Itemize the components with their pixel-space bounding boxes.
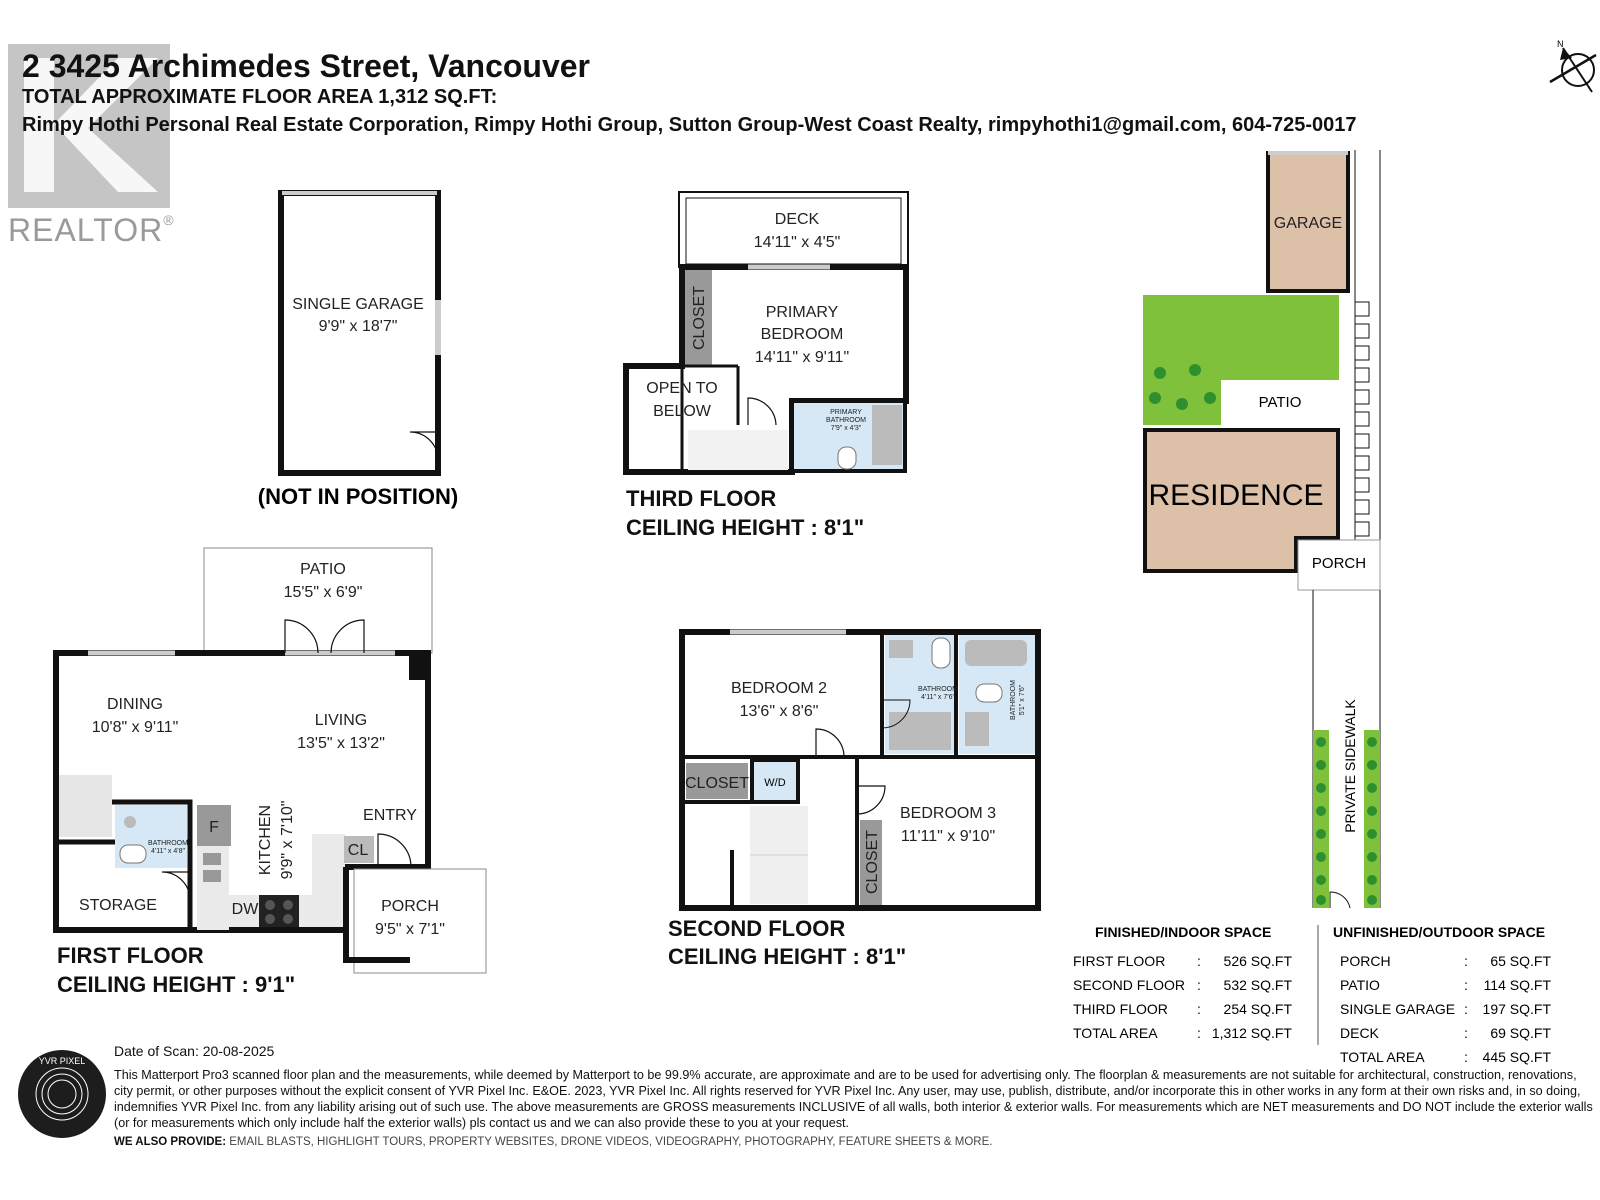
unfinished-area-table bbox=[1333, 924, 1551, 1065]
second-floor-plan bbox=[668, 632, 1038, 969]
second-closet1-label: CLOSET bbox=[684, 775, 750, 792]
second-bath1-dims: 4'11" x 7'6" bbox=[921, 694, 955, 701]
open-below-label-2: BELOW bbox=[653, 403, 711, 420]
bedroom3-label: BEDROOM 3 bbox=[899, 805, 997, 822]
porch-dims: 9'5" x 7'1" bbox=[375, 921, 445, 938]
svg-text::: : bbox=[1464, 1049, 1468, 1065]
garage-room-label: SINGLE GARAGE bbox=[292, 296, 424, 313]
svg-text::: : bbox=[1464, 953, 1468, 969]
bedroom2-label: BEDROOM 2 bbox=[730, 680, 828, 697]
services-line bbox=[114, 1136, 992, 1148]
scan-date: Date of Scan: 20-08-2025 bbox=[114, 1043, 275, 1059]
kitchen-label: KITCHEN bbox=[257, 804, 274, 876]
agent-info: Rimpy Hothi Personal Real Estate Corporation, Rimpy Hothi Group, Sutton Group-West Coast Realty, rimpyhothi1@gmail.com, 604-725-0017 bbox=[22, 114, 1357, 136]
unfinished-row-label: PATIO bbox=[1340, 977, 1380, 993]
primary-bedroom-label-2: BEDROOM bbox=[760, 326, 844, 343]
primary-bedroom-dims: 14'11" x 9'11" bbox=[754, 349, 850, 366]
finished-row-value: 526 SQ.FT bbox=[1223, 953, 1292, 969]
washer-dryer-label: W/D bbox=[764, 777, 786, 789]
primary-bedroom-label-1: PRIMARY bbox=[765, 304, 839, 321]
svg-text:N: N bbox=[1557, 39, 1564, 49]
kitchen-dims: 9'9" x 7'10" bbox=[279, 800, 296, 880]
third-closet-label: CLOSET bbox=[691, 285, 708, 351]
deck-label: DECK bbox=[774, 211, 820, 228]
finished-row-label: TOTAL AREA bbox=[1073, 1025, 1158, 1041]
open-below-label-1: OPEN TO bbox=[646, 380, 718, 397]
primary-bath-label-1: PRIMARY bbox=[830, 409, 862, 416]
patio-dims: 15'5" x 6'9" bbox=[283, 584, 363, 601]
second-bath2-dims: 5'1" x 7'6" bbox=[1019, 684, 1026, 716]
unfinished-row-value: 114 SQ.FT bbox=[1483, 977, 1551, 993]
realtor-wordmark: REALTOR® bbox=[8, 212, 175, 248]
finished-row-label: THIRD FLOOR bbox=[1073, 1001, 1168, 1017]
bedroom3-dims: 11'11" x 9'10" bbox=[900, 828, 996, 845]
first-bath-label: BATHROOM bbox=[148, 840, 188, 847]
second-floor-ceiling: CEILING HEIGHT : 8'1" bbox=[668, 944, 907, 969]
unfinished-row-label: DECK bbox=[1340, 1025, 1379, 1041]
svg-text::: : bbox=[1197, 977, 1201, 993]
yvr-pixel-logo-text: YVR PIXEL bbox=[38, 1056, 86, 1066]
closet-cl-label: CL bbox=[347, 842, 369, 859]
dining-label: DINING bbox=[107, 696, 163, 713]
svg-text::: : bbox=[1197, 953, 1201, 969]
primary-bath-dims: 7'9" x 4'3" bbox=[830, 425, 862, 432]
floor-area-subtitle: TOTAL APPROXIMATE FLOOR AREA 1,312 SQ.FT: bbox=[22, 86, 498, 108]
svg-text::: : bbox=[1464, 1025, 1468, 1041]
disclaimer-text: This Matterport Pro3 scanned floor plan and the measurements, while deemed by Matterport to be 99.9% accurate, are approximate and are to be used for advertising only. The floorplan & measurements are not suitable for architectural, construction, renovations, city permit, or other purposes without the explicit consent of YVR Pixel Inc. E&OE. 2023, YVR Pixel Inc. All rights reserved for YVR Pixel Inc. Any user, may use, publish, distribute, and/or incorporate this in other works in any form at their own risks and, in so doing, indemnifies YVR Pixel Inc. from any liability arising out of such use. The above measurements are GROSS measurements INCLUSIVE of all walls, both interior & exterior walls. For measurements which are NET measurements and DO NOT include the exterior walls (or for measurements which only include half the exterior walls) pls contact us and we can also provide these to you at your request. bbox=[114, 1068, 1593, 1130]
storage-label: STORAGE bbox=[79, 897, 157, 914]
first-floor-plan bbox=[56, 548, 486, 997]
site-porch-label: PORCH bbox=[1311, 555, 1367, 572]
first-floor-title: FIRST FLOOR bbox=[57, 943, 204, 968]
dishwasher-label: DW bbox=[231, 901, 259, 918]
site-garage-label: GARAGE bbox=[1273, 215, 1343, 232]
unfinished-row-label: TOTAL AREA bbox=[1340, 1049, 1425, 1065]
third-floor-ceiling: CEILING HEIGHT : 8'1" bbox=[626, 515, 865, 540]
unfinished-row-value: 69 SQ.FT bbox=[1490, 1025, 1551, 1041]
finished-row-label: SECOND FLOOR bbox=[1073, 977, 1186, 993]
garage-note: (NOT IN POSITION) bbox=[257, 484, 459, 509]
third-floor-plan bbox=[626, 192, 908, 540]
yvr-pixel-logo bbox=[18, 1050, 106, 1138]
finished-area-table bbox=[1073, 924, 1292, 1041]
living-dims: 13'5" x 13'2" bbox=[297, 735, 385, 752]
dining-dims: 10'8" x 9'11" bbox=[91, 719, 179, 736]
porch-label: PORCH bbox=[381, 898, 439, 915]
svg-text::: : bbox=[1197, 1025, 1201, 1041]
unfinished-row-value: 445 SQ.FT bbox=[1482, 1049, 1551, 1065]
unfinished-row-value: 65 SQ.FT bbox=[1490, 953, 1551, 969]
svg-text::: : bbox=[1464, 977, 1468, 993]
garage-room-dims: 9'9" x 18'7" bbox=[318, 318, 398, 335]
deck-dims: 14'11" x 4'5" bbox=[753, 234, 841, 251]
first-bath-dims: 4'11" x 4'8" bbox=[151, 848, 185, 855]
compass-icon bbox=[1550, 39, 1596, 92]
second-bath2-label: BATHROOM bbox=[1010, 680, 1017, 720]
finished-row-value: 1,312 SQ.FT bbox=[1211, 1025, 1292, 1041]
unfinished-row-value: 197 SQ.FT bbox=[1482, 1001, 1551, 1017]
finished-heading: FINISHED/INDOOR SPACE bbox=[1095, 924, 1272, 940]
services-list: EMAIL BLASTS, HIGHLIGHT TOURS, PROPERTY WEBSITES, DRONE VIDEOS, VIDEOGRAPHY, PHOTOGRAPHY, FEATURE SHEETS & MORE. bbox=[229, 1136, 993, 1148]
second-floor-title: SECOND FLOOR bbox=[668, 916, 846, 941]
finished-row-label: FIRST FLOOR bbox=[1073, 953, 1166, 969]
listing-title: 2 3425 Archimedes Street, Vancouver bbox=[22, 48, 590, 84]
patio-label: PATIO bbox=[300, 561, 346, 578]
unfinished-row-label: SINGLE GARAGE bbox=[1340, 1001, 1456, 1017]
svg-text::: : bbox=[1197, 1001, 1201, 1017]
site-plan bbox=[1143, 150, 1380, 908]
garage-plan bbox=[258, 193, 458, 509]
second-closet2-label: CLOSET bbox=[864, 829, 881, 895]
second-bath1-label: BATHROOM bbox=[918, 686, 958, 693]
site-patio-label: PATIO bbox=[1258, 394, 1302, 411]
unfinished-heading: UNFINISHED/OUTDOOR SPACE bbox=[1333, 924, 1546, 940]
finished-row-value: 254 SQ.FT bbox=[1223, 1001, 1292, 1017]
services-label: WE ALSO PROVIDE: bbox=[114, 1136, 227, 1148]
third-floor-title: THIRD FLOOR bbox=[626, 486, 777, 511]
primary-bath-label-2: BATHROOM bbox=[826, 417, 866, 424]
fridge-label: F bbox=[209, 819, 219, 836]
private-sidewalk-label: PRIVATE SIDEWALK bbox=[1342, 699, 1358, 833]
svg-text::: : bbox=[1464, 1001, 1468, 1017]
bedroom2-dims: 13'6" x 8'6" bbox=[739, 703, 819, 720]
residence-label: RESIDENCE bbox=[1148, 479, 1324, 512]
first-floor-ceiling: CEILING HEIGHT : 9'1" bbox=[57, 972, 296, 997]
finished-row-value: 532 SQ.FT bbox=[1223, 977, 1292, 993]
unfinished-row-label: PORCH bbox=[1340, 953, 1391, 969]
living-label: LIVING bbox=[314, 712, 368, 729]
entry-label: ENTRY bbox=[363, 807, 417, 824]
